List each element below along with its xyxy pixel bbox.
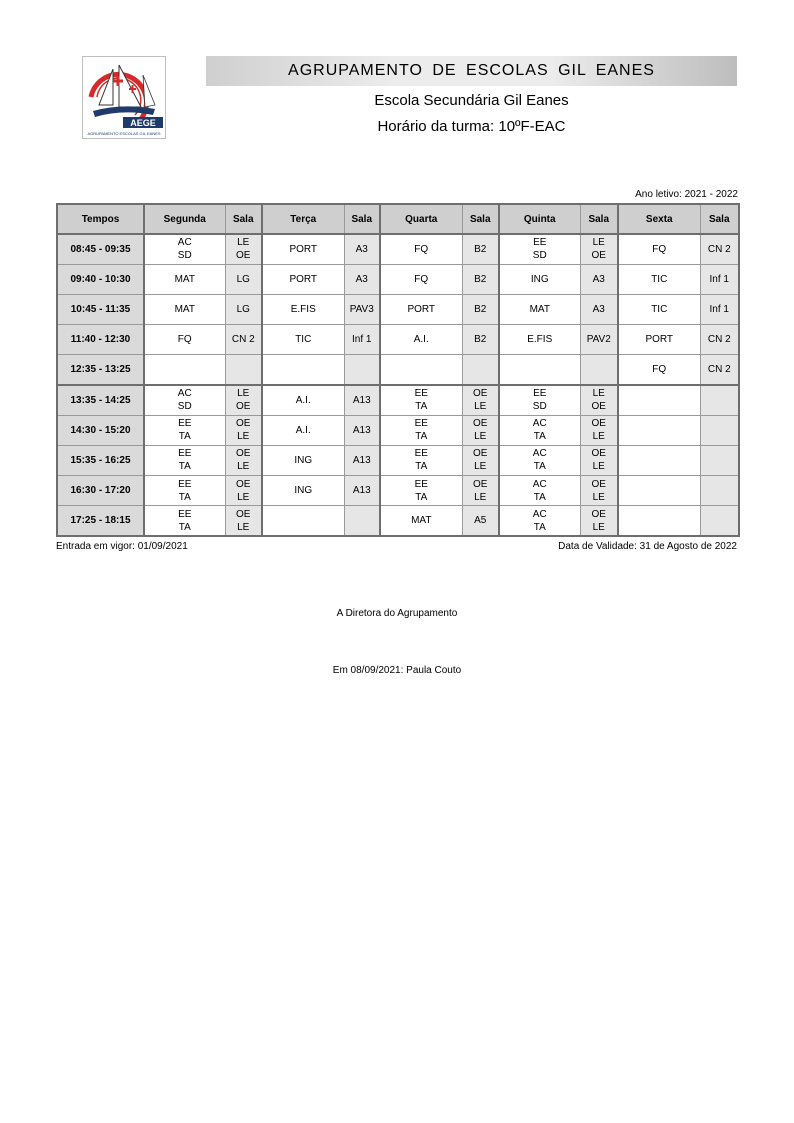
- subject-label: TA: [178, 431, 191, 443]
- room-cell: [225, 385, 262, 415]
- room-cell: [344, 264, 380, 294]
- subject-cell: [144, 445, 225, 475]
- room-label: LG: [236, 273, 250, 285]
- subject-cell: [499, 355, 580, 385]
- subject-cell: [380, 325, 462, 355]
- subject-label: TIC: [651, 303, 668, 315]
- logo-text: AEGE: [130, 118, 156, 128]
- subject-cell: [262, 506, 344, 536]
- director-label: A Diretora do Agrupamento: [336, 608, 458, 619]
- effective-date: Entrada em vigor: 01/09/2021: [56, 541, 188, 552]
- room-label: OE: [236, 250, 251, 262]
- room-label: LE: [237, 461, 250, 473]
- room-label: OE: [236, 448, 251, 460]
- room-cell: [700, 476, 739, 506]
- table-row: [57, 294, 739, 324]
- room-label: LE: [592, 461, 605, 473]
- class-name: Horário da turma: 10ºF-EAC: [377, 118, 566, 135]
- room-cell: [344, 445, 380, 475]
- subject-cell: [499, 325, 580, 355]
- header-sala: Sala: [462, 204, 499, 234]
- room-label: LE: [592, 431, 605, 443]
- room-label: OE: [473, 478, 488, 490]
- subject-label: MAT: [174, 303, 195, 315]
- table-row: [57, 506, 739, 536]
- page-title: AGRUPAMENTO DE ESCOLAS GIL EANES: [206, 56, 737, 86]
- subject-label: EE: [178, 418, 192, 430]
- room-cell: [462, 415, 499, 445]
- subject-cell: [499, 476, 580, 506]
- subject-cell: [380, 476, 462, 506]
- subject-cell: [618, 234, 700, 264]
- subject-label: FQ: [652, 243, 667, 255]
- subject-label: EE: [414, 418, 428, 430]
- subject-cell: [618, 355, 700, 385]
- subject-cell: [262, 385, 344, 415]
- subject-label: EE: [178, 508, 192, 520]
- subject-label: A.I.: [295, 424, 311, 436]
- room-cell: [344, 476, 380, 506]
- subject-label: EE: [178, 448, 192, 460]
- subject-label: EE: [533, 388, 547, 400]
- subject-cell: [262, 264, 344, 294]
- room-label: B2: [474, 243, 487, 255]
- time-slot: 14:30 - 15:20: [57, 415, 144, 445]
- room-label: OE: [236, 478, 251, 490]
- room-label: OE: [591, 478, 606, 490]
- room-label: CN 2: [231, 334, 255, 346]
- room-cell: [225, 355, 262, 385]
- room-label: OE: [591, 418, 606, 430]
- room-cell: [344, 415, 380, 445]
- room-label: Inf 1: [709, 303, 729, 315]
- subject-label: PORT: [645, 334, 674, 346]
- room-cell: [225, 415, 262, 445]
- subject-label: TA: [533, 491, 546, 503]
- signature-line: Em 08/09/2021: Paula Couto: [332, 665, 462, 676]
- room-cell: [700, 506, 739, 536]
- room-label: A3: [592, 303, 605, 315]
- header-sala: Sala: [344, 204, 380, 234]
- time-slot: 15:35 - 16:25: [57, 445, 144, 475]
- room-cell: [462, 506, 499, 536]
- room-cell: [700, 355, 739, 385]
- subject-label: TA: [533, 431, 546, 443]
- room-label: OE: [591, 401, 606, 413]
- subject-cell: [618, 264, 700, 294]
- room-label: OE: [473, 448, 488, 460]
- subject-label: EE: [414, 478, 428, 490]
- room-label: PAV2: [586, 334, 611, 346]
- subject-cell: [618, 325, 700, 355]
- header-day: Quinta: [499, 204, 580, 234]
- subject-label: TA: [533, 461, 546, 473]
- subject-cell: [262, 234, 344, 264]
- room-label: LE: [474, 461, 487, 473]
- time-slot: 12:35 - 13:25: [57, 355, 144, 385]
- room-cell: [580, 445, 618, 475]
- room-cell: [462, 385, 499, 415]
- room-label: A13: [352, 454, 371, 466]
- room-cell: [462, 445, 499, 475]
- subject-label: FQ: [177, 334, 192, 346]
- subject-cell: [618, 415, 700, 445]
- subject-label: ING: [294, 485, 313, 497]
- subject-cell: [618, 506, 700, 536]
- room-cell: [344, 355, 380, 385]
- time-slot: 08:45 - 09:35: [57, 234, 144, 264]
- subject-label: PORT: [289, 273, 318, 285]
- subject-cell: [144, 415, 225, 445]
- room-label: B2: [474, 334, 487, 346]
- time-slot: 17:25 - 18:15: [57, 506, 144, 536]
- table-row: [57, 415, 739, 445]
- subject-label: TA: [415, 431, 428, 443]
- subject-label: E.FIS: [290, 303, 316, 315]
- room-cell: [580, 355, 618, 385]
- subject-cell: [380, 264, 462, 294]
- room-cell: [580, 264, 618, 294]
- room-label: A5: [474, 515, 487, 527]
- subject-cell: [499, 415, 580, 445]
- school-logo: [82, 56, 166, 139]
- subject-label: TA: [178, 461, 191, 473]
- subject-label: SD: [177, 250, 192, 262]
- subject-label: SD: [532, 401, 547, 413]
- room-label: OE: [591, 508, 606, 520]
- room-label: LE: [592, 237, 605, 249]
- room-label: LE: [474, 431, 487, 443]
- subject-cell: [618, 294, 700, 324]
- subject-cell: [380, 355, 462, 385]
- room-cell: [344, 234, 380, 264]
- room-label: OE: [473, 388, 488, 400]
- subject-cell: [499, 234, 580, 264]
- subject-label: ING: [294, 454, 313, 466]
- subject-label: AC: [532, 508, 547, 520]
- subject-label: FQ: [652, 364, 667, 376]
- subject-label: PORT: [289, 243, 318, 255]
- subject-label: TA: [178, 521, 191, 533]
- room-label: A13: [352, 485, 371, 497]
- subject-cell: [262, 294, 344, 324]
- room-label: A13: [352, 394, 371, 406]
- room-cell: [700, 385, 739, 415]
- subject-label: E.FIS: [527, 334, 553, 346]
- table-row: [57, 234, 739, 264]
- subject-label: TA: [178, 491, 191, 503]
- room-label: OE: [473, 418, 488, 430]
- header-sala: Sala: [700, 204, 739, 234]
- table-row: [57, 385, 739, 415]
- subject-label: EE: [533, 237, 547, 249]
- room-cell: [225, 476, 262, 506]
- subject-label: SD: [177, 401, 192, 413]
- subject-cell: [144, 355, 225, 385]
- room-label: PAV3: [349, 303, 374, 315]
- subject-cell: [380, 415, 462, 445]
- subject-cell: [262, 415, 344, 445]
- room-label: LE: [592, 491, 605, 503]
- validity-date: Data de Validade: 31 de Agosto de 2022: [558, 541, 737, 552]
- subject-label: MAT: [411, 515, 432, 527]
- room-label: LE: [237, 431, 250, 443]
- subject-label: SD: [532, 250, 547, 262]
- subject-label: FQ: [414, 243, 429, 255]
- room-cell: [225, 325, 262, 355]
- room-label: B2: [474, 303, 487, 315]
- table-row: [57, 476, 739, 506]
- table-row: [57, 355, 739, 385]
- subject-cell: [618, 385, 700, 415]
- room-label: LE: [237, 491, 250, 503]
- school-year: Ano letivo: 2021 - 2022: [635, 189, 738, 200]
- room-cell: [462, 355, 499, 385]
- header-tempos: Tempos: [57, 204, 144, 234]
- logo-subtext: AGRUPAMENTO ESCOLAS GIL EANES: [87, 131, 161, 136]
- subject-cell: [144, 325, 225, 355]
- header-sala: Sala: [580, 204, 618, 234]
- room-label: A3: [592, 273, 605, 285]
- room-cell: [580, 415, 618, 445]
- room-label: A3: [355, 273, 368, 285]
- time-slot: 09:40 - 10:30: [57, 264, 144, 294]
- room-label: Inf 1: [709, 273, 729, 285]
- room-label: LE: [237, 388, 250, 400]
- room-label: CN 2: [707, 243, 731, 255]
- room-cell: [700, 325, 739, 355]
- room-label: CN 2: [707, 334, 731, 346]
- room-cell: [700, 264, 739, 294]
- subject-label: EE: [178, 478, 192, 490]
- subject-label: A.I.: [295, 394, 311, 406]
- subject-cell: [380, 506, 462, 536]
- subject-label: AC: [532, 418, 547, 430]
- subject-cell: [499, 445, 580, 475]
- subject-cell: [499, 385, 580, 415]
- room-label: OE: [236, 508, 251, 520]
- timetable: [56, 203, 740, 537]
- subject-label: AC: [532, 448, 547, 460]
- room-cell: [462, 294, 499, 324]
- room-cell: [225, 294, 262, 324]
- room-cell: [344, 506, 380, 536]
- room-cell: [462, 476, 499, 506]
- subject-label: MAT: [174, 273, 195, 285]
- header-day: Quarta: [380, 204, 462, 234]
- room-label: LE: [592, 388, 605, 400]
- room-cell: [344, 294, 380, 324]
- subject-cell: [144, 234, 225, 264]
- room-cell: [580, 234, 618, 264]
- subject-label: MAT: [529, 303, 550, 315]
- room-label: LE: [237, 521, 250, 533]
- header-sala: Sala: [225, 204, 262, 234]
- table-row: [57, 445, 739, 475]
- subject-cell: [618, 445, 700, 475]
- header-day: Sexta: [618, 204, 700, 234]
- room-label: OE: [236, 401, 251, 413]
- room-cell: [580, 476, 618, 506]
- room-label: Inf 1: [352, 334, 372, 346]
- subject-label: EE: [414, 388, 428, 400]
- room-cell: [462, 264, 499, 294]
- subject-cell: [144, 385, 225, 415]
- subject-cell: [144, 506, 225, 536]
- table-header-row: [57, 204, 739, 234]
- room-cell: [700, 234, 739, 264]
- subject-label: PORT: [407, 303, 436, 315]
- subject-cell: [380, 445, 462, 475]
- subject-label: TA: [415, 491, 428, 503]
- room-label: OE: [236, 418, 251, 430]
- subject-cell: [144, 294, 225, 324]
- header-day: Terça: [262, 204, 344, 234]
- room-cell: [344, 325, 380, 355]
- subject-label: AC: [177, 237, 192, 249]
- subject-cell: [262, 476, 344, 506]
- table-row: [57, 264, 739, 294]
- room-label: B2: [474, 273, 487, 285]
- room-cell: [344, 385, 380, 415]
- room-label: LE: [237, 237, 250, 249]
- room-label: LG: [236, 303, 250, 315]
- room-cell: [700, 445, 739, 475]
- time-slot: 10:45 - 11:35: [57, 294, 144, 324]
- subject-cell: [262, 355, 344, 385]
- room-label: LE: [474, 491, 487, 503]
- room-label: CN 2: [707, 364, 731, 376]
- subject-cell: [618, 476, 700, 506]
- subject-cell: [499, 264, 580, 294]
- subject-label: TA: [415, 401, 428, 413]
- subject-cell: [380, 385, 462, 415]
- subject-label: AC: [532, 478, 547, 490]
- time-slot: 13:35 - 14:25: [57, 385, 144, 415]
- subject-label: TA: [415, 461, 428, 473]
- room-label: LE: [592, 521, 605, 533]
- header-day: Segunda: [144, 204, 225, 234]
- room-cell: [580, 385, 618, 415]
- room-cell: [580, 325, 618, 355]
- subject-cell: [144, 264, 225, 294]
- time-slot: 11:40 - 12:30: [57, 325, 144, 355]
- subject-label: EE: [414, 448, 428, 460]
- room-label: LE: [474, 401, 487, 413]
- room-cell: [580, 506, 618, 536]
- subject-label: AC: [177, 388, 192, 400]
- subject-cell: [380, 234, 462, 264]
- room-cell: [700, 415, 739, 445]
- subject-label: FQ: [414, 273, 429, 285]
- school-name: Escola Secundária Gil Eanes: [374, 92, 569, 109]
- subject-label: TA: [533, 521, 546, 533]
- logo-emblem-icon: [83, 57, 165, 138]
- room-cell: [580, 294, 618, 324]
- room-cell: [700, 294, 739, 324]
- subject-cell: [499, 294, 580, 324]
- subject-cell: [262, 325, 344, 355]
- room-cell: [225, 234, 262, 264]
- time-slot: 16:30 - 17:20: [57, 476, 144, 506]
- subject-label: ING: [530, 273, 549, 285]
- room-cell: [462, 234, 499, 264]
- table-row: [57, 325, 739, 355]
- subject-label: TIC: [295, 334, 312, 346]
- subject-cell: [262, 445, 344, 475]
- room-cell: [462, 325, 499, 355]
- room-label: OE: [591, 448, 606, 460]
- room-label: A13: [352, 424, 371, 436]
- room-label: OE: [591, 250, 606, 262]
- subject-cell: [380, 294, 462, 324]
- room-cell: [225, 264, 262, 294]
- subject-label: TIC: [651, 273, 668, 285]
- subject-label: A.I.: [413, 334, 429, 346]
- subject-cell: [499, 506, 580, 536]
- subject-cell: [144, 476, 225, 506]
- room-cell: [225, 506, 262, 536]
- room-cell: [225, 445, 262, 475]
- room-label: A3: [355, 243, 368, 255]
